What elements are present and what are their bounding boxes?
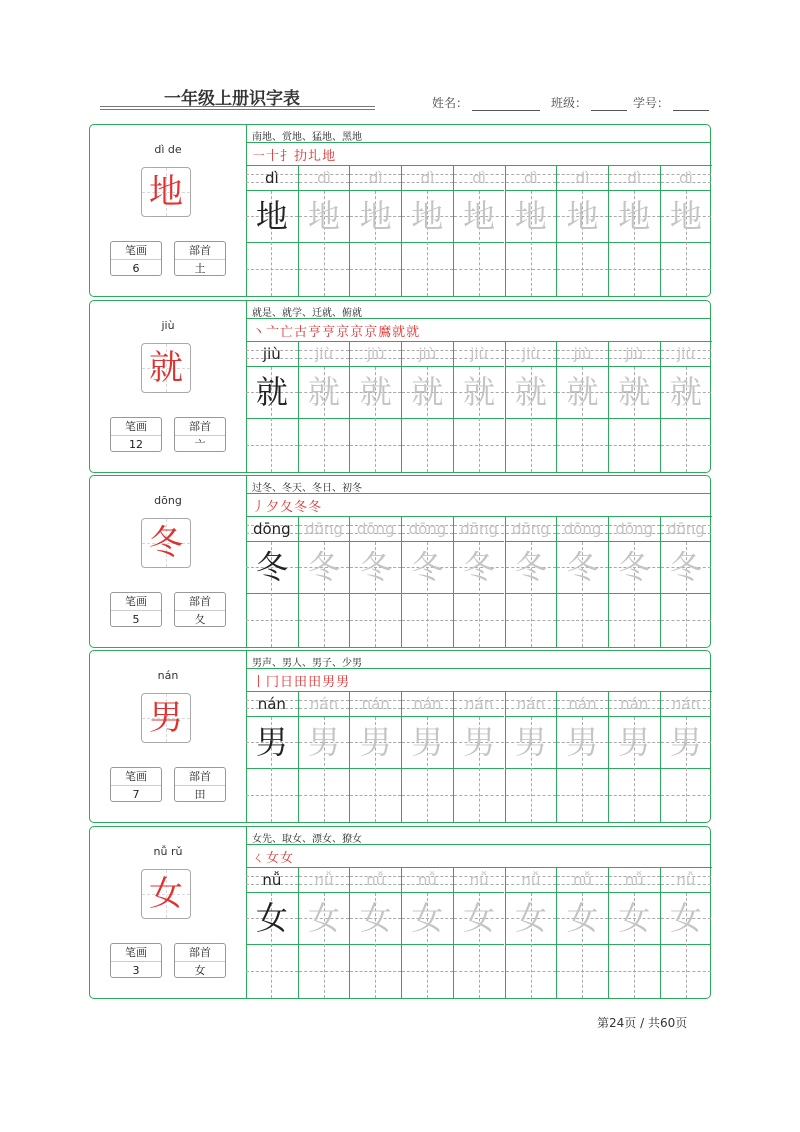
cell-pinyin: dōng: [511, 520, 550, 538]
practice-cell[interactable]: [298, 342, 350, 472]
stroke-order-row: [246, 668, 710, 692]
practice-cell[interactable]: [401, 166, 453, 296]
word-examples: 就是、就学、迁就、俯就: [252, 308, 362, 319]
character-card: [89, 475, 711, 648]
stroke-step: 就: [406, 325, 421, 340]
character-display: 女: [149, 874, 183, 914]
cell-pinyin: nán: [620, 695, 649, 713]
stroke-step: 男: [322, 675, 337, 690]
cell-character: 女: [618, 899, 651, 937]
stroke-count-box: [110, 592, 162, 627]
practice-panel: [246, 827, 710, 998]
cell-pinyin: nǚ: [469, 871, 489, 889]
radical-label: 部首: [175, 944, 225, 962]
practice-panel: [246, 476, 710, 647]
word-examples: 南地、赏地、猛地、黑地: [252, 132, 362, 143]
cell-character: 女: [463, 899, 496, 937]
practice-cell[interactable]: [349, 692, 401, 822]
cell-pinyin: dì: [420, 169, 435, 187]
practice-cell[interactable]: [246, 517, 298, 647]
practice-cell[interactable]: [401, 692, 453, 822]
character-pinyin: nán: [157, 669, 179, 682]
radical-label: 部首: [175, 242, 225, 260]
stroke-step: 亠: [266, 325, 281, 340]
cell-pinyin: jiù: [366, 345, 385, 363]
cell-character: 就: [618, 373, 651, 411]
stroke-count-value: 6: [132, 262, 140, 275]
cell-pinyin: dōng: [408, 520, 447, 538]
character-display: 就: [149, 348, 183, 388]
cell-pinyin: dì: [679, 169, 693, 187]
character-display: 冬: [149, 523, 183, 563]
cell-character: 冬: [514, 548, 547, 586]
cell-character: 女: [411, 899, 444, 937]
cell-character: 女: [669, 899, 702, 937]
radical-box: [174, 767, 226, 802]
character-box: [141, 693, 191, 743]
cell-character: 男: [669, 723, 702, 761]
practice-cell[interactable]: [401, 517, 453, 647]
cell-character: 男: [463, 723, 496, 761]
cell-character: 冬: [308, 548, 341, 586]
stroke-step: 日: [280, 675, 295, 690]
cell-pinyin: nán: [516, 695, 545, 713]
character-box: [141, 343, 191, 393]
practice-grid: [246, 516, 712, 647]
cell-character: 就: [669, 373, 702, 411]
cell-pinyin: nǚ: [624, 871, 644, 889]
cell-character: 地: [411, 197, 444, 235]
stroke-order-row: [246, 318, 710, 342]
word-examples: 男声、男人、男子、少男: [252, 658, 362, 669]
practice-cell[interactable]: [401, 868, 453, 998]
character-info-panel: [90, 125, 247, 296]
stroke-count-value: 7: [132, 788, 140, 801]
character-card: [89, 300, 711, 473]
cell-pinyin: nán: [671, 695, 701, 713]
name-line: [472, 100, 540, 111]
character-info-panel: [90, 651, 247, 822]
practice-cell[interactable]: [349, 166, 401, 296]
stroke-count-value: 3: [132, 964, 140, 977]
practice-grid: [246, 691, 712, 822]
cell-character: 女: [255, 899, 288, 937]
radical-box: [174, 592, 226, 627]
cell-pinyin: nán: [309, 695, 339, 713]
radical-box: [174, 241, 226, 276]
practice-cell[interactable]: [660, 517, 712, 647]
stroke-order-row: [246, 844, 710, 868]
radical-label: 部首: [175, 418, 225, 436]
character-box: [141, 869, 191, 919]
cell-pinyin: dōng: [252, 520, 291, 538]
practice-cell[interactable]: [453, 166, 505, 296]
cell-character: 就: [514, 373, 547, 411]
character-pinyin: dōng: [154, 494, 182, 507]
cell-character: 地: [463, 197, 496, 235]
cell-character: 地: [618, 197, 651, 235]
stroke-step: 亨: [308, 325, 323, 340]
practice-grid: [246, 165, 712, 296]
class-label: 班级：: [551, 96, 588, 110]
stroke-step: 田: [294, 675, 309, 690]
stroke-step: 田: [308, 675, 323, 690]
character-card: [89, 826, 711, 999]
practice-cell[interactable]: [246, 868, 298, 998]
cell-character: 地: [359, 197, 392, 235]
stroke-count-box: [110, 241, 162, 276]
practice-cell[interactable]: [505, 342, 557, 472]
cell-pinyin: jiù: [677, 345, 695, 363]
stroke-order-row: [246, 142, 710, 166]
stroke-count-value: 5: [132, 613, 140, 626]
cell-character: 就: [255, 373, 288, 411]
character-display: 男: [149, 698, 183, 738]
cell-pinyin: jiù: [418, 345, 437, 363]
stroke-step: 丶: [252, 325, 267, 340]
cell-character: 男: [255, 723, 288, 761]
practice-cell[interactable]: [453, 517, 505, 647]
cell-character: 男: [359, 723, 392, 761]
cell-character: 地: [566, 197, 599, 235]
stroke-count-box: [110, 417, 162, 452]
cell-pinyin: dì: [523, 169, 538, 187]
character-info-panel: [90, 827, 247, 998]
cell-pinyin: nǚ: [417, 871, 437, 889]
cell-pinyin: nán: [361, 695, 390, 713]
character-pinyin: dì de: [154, 143, 182, 156]
cell-character: 就: [308, 373, 341, 411]
radical-value: 土: [194, 262, 206, 275]
radical-value: 亠: [194, 438, 206, 451]
practice-cell[interactable]: [298, 868, 350, 998]
practice-cell[interactable]: [556, 517, 608, 647]
character-display: 地: [149, 172, 183, 212]
radical-label: 部首: [175, 593, 225, 611]
class-line: [591, 100, 627, 111]
stroke-count-label: 笔画: [111, 768, 161, 786]
cell-character: 男: [308, 723, 341, 761]
cell-character: 冬: [566, 548, 599, 586]
name-field[interactable]: [432, 94, 540, 111]
practice-cell[interactable]: [505, 166, 557, 296]
stroke-step: 扌: [280, 149, 295, 164]
cell-pinyin: nán: [465, 695, 494, 713]
character-box: [141, 518, 191, 568]
practice-cell[interactable]: [453, 868, 505, 998]
stroke-step: 丨: [252, 675, 267, 690]
cell-pinyin: nán: [413, 695, 442, 713]
practice-cell[interactable]: [298, 692, 350, 822]
stroke-step: 古: [294, 325, 309, 340]
stroke-step: 十: [266, 149, 281, 164]
practice-cell[interactable]: [608, 166, 660, 296]
word-examples: 女先、取女、漂女、獠女: [252, 834, 362, 845]
cell-pinyin: jiù: [470, 345, 489, 363]
cell-character: 女: [359, 899, 392, 937]
cell-character: 冬: [463, 548, 496, 586]
cell-pinyin: dōng: [460, 520, 498, 538]
practice-grid: [246, 867, 712, 998]
cell-pinyin: jiù: [573, 345, 592, 363]
cell-pinyin: dōng: [563, 520, 602, 538]
cell-character: 男: [566, 723, 599, 761]
stroke-order: [252, 145, 336, 164]
cell-pinyin: dì: [264, 169, 279, 187]
stroke-order: [252, 847, 294, 866]
radical-box: [174, 943, 226, 978]
stroke-count-label: 笔画: [111, 418, 161, 436]
cell-character: 地: [669, 197, 702, 235]
practice-panel: [246, 125, 710, 296]
cell-character: 就: [359, 373, 392, 411]
practice-panel: [246, 651, 710, 822]
stroke-count-label: 笔画: [111, 242, 161, 260]
character-box: [141, 167, 191, 217]
practice-grid: [246, 341, 712, 472]
stroke-order: [252, 496, 322, 515]
practice-cell[interactable]: [246, 166, 298, 296]
practice-cell[interactable]: [505, 517, 557, 647]
stroke-step: 京: [364, 325, 379, 340]
page-indicator: 第24页 / 共60页: [597, 1016, 688, 1030]
cell-pinyin: jiù: [625, 345, 644, 363]
cell-pinyin: dōng: [305, 520, 343, 538]
radical-label: 部首: [175, 768, 225, 786]
cell-character: 冬: [669, 548, 702, 586]
stroke-step: ㄑ: [252, 851, 267, 866]
stroke-step: 女: [266, 851, 281, 866]
number-field[interactable]: [633, 94, 709, 111]
practice-cell[interactable]: [401, 342, 453, 472]
cell-character: 男: [411, 723, 444, 761]
stroke-step: 京: [350, 325, 365, 340]
number-line: [673, 100, 709, 111]
stroke-order: [252, 321, 420, 340]
practice-cell[interactable]: [453, 342, 505, 472]
cell-character: 冬: [618, 548, 651, 586]
cell-character: 就: [566, 373, 599, 411]
stroke-step: 扐: [294, 149, 309, 164]
stroke-count-value: 12: [129, 438, 143, 451]
cell-pinyin: dōng: [615, 520, 654, 538]
practice-cell[interactable]: [349, 868, 401, 998]
practice-cell[interactable]: [246, 342, 298, 472]
stroke-step: 夂: [280, 500, 295, 515]
stroke-step: 亡: [280, 325, 295, 340]
character-pinyin: jiù: [161, 319, 175, 332]
cell-character: 就: [463, 373, 496, 411]
character-pinyin: nǚ rǔ: [153, 845, 183, 858]
radical-value: 夂: [194, 613, 206, 626]
practice-cell[interactable]: [349, 517, 401, 647]
practice-cell[interactable]: [556, 166, 608, 296]
cell-character: 冬: [255, 548, 288, 586]
cell-pinyin: jiù: [521, 345, 540, 363]
page-title: 一年级上册识字表: [164, 89, 300, 109]
cell-pinyin: nǚ: [573, 871, 593, 889]
stroke-step: ㇐: [252, 149, 267, 164]
cell-pinyin: nǚ: [366, 871, 386, 889]
cell-pinyin: dōng: [356, 520, 395, 538]
stroke-step: 地: [322, 149, 337, 164]
practice-cell[interactable]: [298, 166, 350, 296]
stroke-step: 女: [280, 851, 295, 866]
practice-cell[interactable]: [608, 868, 660, 998]
cell-pinyin: nǚ: [676, 871, 696, 889]
radical-box: [174, 417, 226, 452]
stroke-step: 亨: [322, 325, 337, 340]
cell-pinyin: nán: [257, 695, 286, 713]
practice-panel: [246, 301, 710, 472]
character-info-panel: [90, 476, 247, 647]
practice-cell[interactable]: [505, 692, 557, 822]
stroke-step: 冂: [266, 675, 281, 690]
cell-pinyin: jiù: [315, 345, 333, 363]
cell-character: 冬: [359, 548, 392, 586]
practice-cell[interactable]: [608, 342, 660, 472]
cell-pinyin: dì: [627, 169, 642, 187]
practice-cell[interactable]: [660, 692, 712, 822]
class-field[interactable]: [551, 94, 627, 111]
cell-character: 就: [411, 373, 444, 411]
title-underline: [100, 109, 375, 110]
stroke-step: 就: [392, 325, 407, 340]
stroke-step: 冬: [294, 500, 309, 515]
stroke-count-box: [110, 943, 162, 978]
cell-pinyin: jiù: [262, 345, 281, 363]
practice-cell[interactable]: [556, 692, 608, 822]
stroke-step: 男: [336, 675, 351, 690]
cell-character: 地: [308, 197, 341, 235]
name-label: 姓名：: [432, 96, 469, 110]
character-card: [89, 124, 711, 297]
practice-cell[interactable]: [298, 517, 350, 647]
cell-pinyin: dì: [317, 169, 331, 187]
cell-pinyin: nǚ: [262, 871, 282, 889]
cell-pinyin: nán: [568, 695, 597, 713]
practice-cell[interactable]: [660, 342, 712, 472]
cell-pinyin: nǚ: [314, 871, 334, 889]
cell-character: 女: [566, 899, 599, 937]
stroke-step: 䳸: [378, 325, 393, 340]
radical-value: 田: [194, 788, 206, 801]
practice-cell[interactable]: [556, 868, 608, 998]
cell-pinyin: dì: [368, 169, 383, 187]
cell-character: 男: [514, 723, 547, 761]
cell-character: 女: [514, 899, 547, 937]
cell-pinyin: dì: [472, 169, 486, 187]
stroke-step: 夕: [266, 500, 281, 515]
practice-cell[interactable]: [453, 692, 505, 822]
cell-pinyin: dōng: [667, 520, 705, 538]
cell-pinyin: nǚ: [521, 871, 541, 889]
stroke-order: [252, 671, 350, 690]
character-info-panel: [90, 301, 247, 472]
stroke-order-row: [246, 493, 710, 517]
stroke-count-box: [110, 767, 162, 802]
radical-value: 女: [194, 964, 206, 977]
stroke-count-label: 笔画: [111, 593, 161, 611]
practice-cell[interactable]: [608, 517, 660, 647]
cell-character: 地: [255, 197, 288, 235]
cell-character: 男: [618, 723, 651, 761]
practice-cell[interactable]: [246, 692, 298, 822]
character-card: [89, 650, 711, 823]
stroke-step: 圠: [308, 149, 323, 164]
practice-cell[interactable]: [505, 868, 557, 998]
number-label: 学号：: [633, 96, 670, 110]
practice-cell[interactable]: [608, 692, 660, 822]
practice-cell[interactable]: [660, 166, 712, 296]
cell-character: 女: [308, 899, 341, 937]
stroke-count-label: 笔画: [111, 944, 161, 962]
title-underline: [100, 106, 375, 107]
cell-pinyin: dì: [575, 169, 590, 187]
stroke-step: 京: [336, 325, 351, 340]
stroke-step: 冬: [308, 500, 323, 515]
cell-character: 地: [514, 197, 547, 235]
practice-cell[interactable]: [349, 342, 401, 472]
word-examples: 过冬、冬天、冬日、初冬: [252, 483, 362, 494]
practice-cell[interactable]: [660, 868, 712, 998]
stroke-step: 丿: [252, 500, 267, 515]
cell-character: 冬: [411, 548, 444, 586]
practice-cell[interactable]: [556, 342, 608, 472]
